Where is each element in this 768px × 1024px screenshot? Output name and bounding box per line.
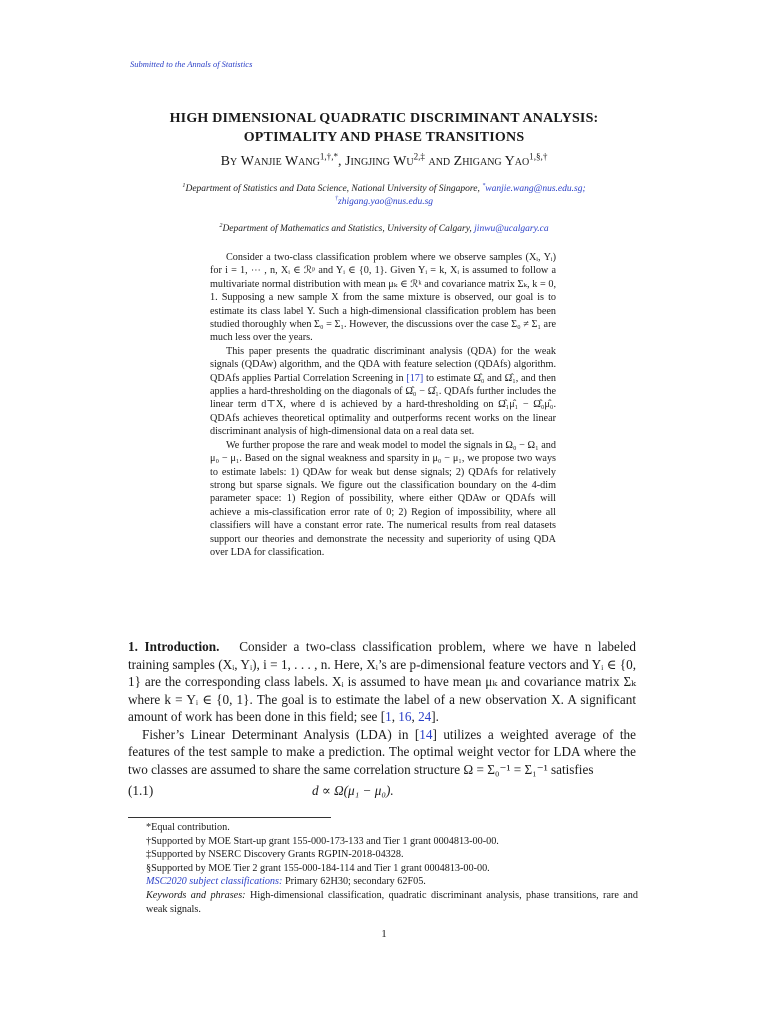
abstract-text: to estimate Ω̂₀ and Ω̂₁, and then applies a hard-thresholding on the diagonals of Ω̂₀ − Ω̂₁. QDAfs further includes the linear term d⊤X, where d is achieved by a hard-thresholding on Ω̂₁μ̂₁ − Ω̂₀μ̂₀. QDAfs achieves theoretical optimality and outperforms recent works on the linear discriminant analysis of high-dimensional data on a real data set. [210,372,556,438]
citation-separator: , [411,709,419,724]
author-name: Wanjie Wang [240,154,320,169]
byline-by: By [220,154,238,169]
equation-number: (1.1) [128,783,154,798]
affiliations [110,183,658,236]
introduction-section [128,638,636,778]
abstract-text: This paper presents the quadratic discriminant analysis (QDA) for the weak signals (QDAw) algorithm, and the QDA with feature selection (QDAfs) algorithm. QDAfs applies Partial Correlation Screening in [210,345,556,384]
msc-link[interactable]: MSC2020 subject classifications: [146,876,283,888]
keywords-label: Keywords and phrases: [146,889,246,901]
author-marks: 1,§,† [529,151,548,162]
email-link[interactable]: wanjie.wang@nus.edu.sg; [485,184,586,194]
intro-text: ]. [431,709,439,724]
affiliation-text: Department of Statistics and Data Science, National University of Singapore, [185,184,483,194]
author-separator: and [424,154,454,169]
author-marks: 1,†,* [319,151,339,162]
abstract [210,251,556,559]
abstract-paragraph: Consider a two-class classification problem where we observe samples (Xᵢ, Yᵢ) for i = 1, ⋯ , n, Xᵢ ∈ ℛᵖ and Yᵢ ∈ {0, 1}. Given Yᵢ = k, Xᵢ is assumed to follow a multivariate normal distribution with mean μₖ ∈ ℛᵏ and covariance matrix Σₖ, k = 0, 1. Supposing a new sample X from the same mixture is observed, our goal is to estimate its class label Y. Such a high-dimensional classification problem has been studied thoroughly when Σ₀ = Σ₁. However, the discussions over the case Σ₀ ≠ Σ₁ are much less over the years. [210,252,556,344]
page-number: 1 [381,928,387,940]
msc-text: Primary 62H30; secondary 62F05. [282,876,426,888]
intro-paragraph [128,726,636,779]
footnote: ‡Supported by NSERC Discovery Grants RGPIN-2018-04328. [146,849,404,861]
author-separator: , [338,154,346,169]
title-line-2: OPTIMALITY AND PHASE TRANSITIONS [243,130,525,145]
abstract-paragraph: We further propose the rare and weak model to model the signals in Ω₀ − Ω₁ and μ₀ − μ₁. Based on the signal weakness and sparsity in μ₀ − μ₁, we propose two ways to estimate labels: 1) QDAw for weak but dense signals; 2) QDAfs for relatively strong but sparse signals. We figure out the classification boundary on the 4-dim parameter space: 1) Region of possibility, where either QDAw or QDAfs will achieve a mis-classification error rate of 0; 2) Region of impossibility, where all classifiers will have a constant error rate. The numerical results from real datasets support our theories and demonstrate the necessity and superiority of using QDA over LDA for classification. [210,439,556,558]
footnote: *Equal contribution. [146,822,230,833]
keywords-text: High-dimensional classification, quadratic discriminant analysis, phase transitions, rare and weak signals. [146,889,638,915]
intro-text: Fisher’s Linear Determinant Analysis (LDA) in [ [142,726,420,742]
footnote: §Supported by MOE Tier 2 grant 155-000-184-114 and Tier 1 grant 0004813-00-00. [146,862,490,874]
citation-link[interactable]: 24 [418,709,432,724]
citation-separator: , [391,709,399,724]
email-link[interactable]: zhigang.yao@nus.edu.sg [338,197,434,207]
footnote: †Supported by MOE Start-up grant 155-000-173-133 and Tier 1 grant 0004813-00-00. [146,835,499,847]
affiliation-1-email [110,196,658,209]
footnote-rule [128,817,331,818]
email-link[interactable]: jinwu@ucalgary.ca [474,224,549,234]
author-name: Jingjing Wu [345,154,414,169]
citation-link[interactable]: 16 [398,709,412,724]
title-line-1: HIGH DIMENSIONAL QUADRATIC DISCRIMINANT ANALYSIS: [169,111,599,126]
affiliation-mark: 1 [182,182,186,189]
intro-text: Consider a two-class classification problem, where we have n labeled training samples (Xᵢ, Yᵢ), i = 1, . . . , n. Here, Xᵢ’s are p-dimensional feature vectors and Yᵢ ∈ {0, 1} are the corresponding class labels. Xᵢ is assumed to have mean μₖ and covariance matrix Σₖ where k = Yᵢ ∈ {0, 1}. The goal is to estimate the label of a new observation X. A significant amount of work has been done in this field; see [ [128,639,636,724]
citation-link[interactable]: [17] [406,372,424,384]
author-list [100,151,668,170]
citation-link[interactable]: 14 [419,726,433,742]
paper-title [100,109,668,147]
section-heading: 1. Introduction. [128,639,220,654]
affiliation-mark: 2 [219,222,223,229]
footnotes [128,821,638,916]
email-mark: * [482,182,486,189]
intro-text: ] utilizes a weighted average of the features of the test sample to make a prediction. The optimal weight vector for LDA where the two classes are assumed to share the same correlation structure Ω = Σ₀⁻¹ = Σ₁⁻¹ satisfies [128,726,636,777]
affiliation-2 [110,223,658,236]
citation-link[interactable]: 1 [385,709,392,724]
author-name: Zhigang Yao [453,154,530,169]
affiliation-1 [110,183,658,196]
intro-paragraph [128,638,636,726]
equation-body: d ∝ Ω(μ₁ − μ₀). [312,783,394,798]
msc-classification [128,875,638,889]
email-mark: † [334,195,339,202]
running-head: Submitted to the Annals of Statistics [130,59,253,69]
keywords [128,889,638,916]
abstract-paragraph [210,345,556,439]
affiliation-text: Department of Mathematics and Statistics, University of Calgary, [222,224,475,234]
author-marks: 2,‡ [413,151,425,162]
